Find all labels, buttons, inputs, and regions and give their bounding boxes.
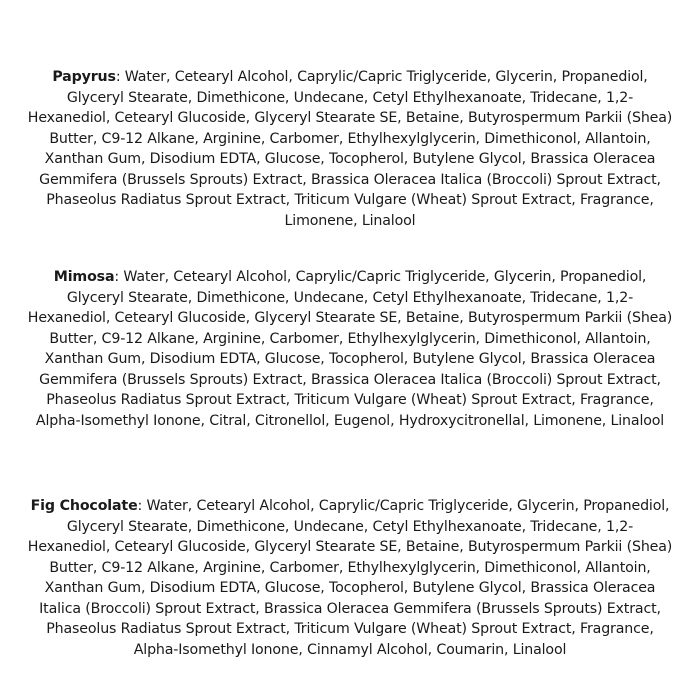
ingredients-line: Phaseolus Radiatus Sprout Extract, Triticum Vulgare (Wheat) Sprout Extract, Fragrance, [46, 192, 654, 208]
ingredients-line: Limonene, Linalool [284, 212, 416, 229]
ingredients-text: : Water, Cetearyl Alcohol, Caprylic/Capric Triglyceride, Glycerin, Propanediol, [115, 69, 648, 85]
ingredients-line: Phaseolus Radiatus Sprout Extract, Triticum Vulgare (Wheat) Sprout Extract, Fragrance, [46, 392, 654, 408]
ingredients-line: Glyceryl Stearate, Dimethicone, Undecane, Cetyl Ethylhexanoate, Tridecane, 1,2- [66, 518, 634, 535]
product-name: Mimosa [53, 269, 115, 285]
ingredients-line: Italica (Broccoli) Sprout Extract, Brassica Oleracea Gemmifera (Brussels Sprouts) Extract, [39, 600, 661, 617]
ingredients-line: Butter, C9-12 Alkane, Arginine, Carbomer, Ethylhexylglycerin, Dimethiconol, Allantoin, [49, 330, 651, 347]
ingredients-line: Gemmifera (Brussels Sprouts) Extract, Brassica Oleracea Italica (Broccoli) Sprout Extract, [39, 171, 661, 188]
ingredients-text: : Water, Cetearyl Alcohol, Caprylic/Capric Triglyceride, Glycerin, Propanediol, [137, 498, 670, 514]
product-name: Fig Chocolate [30, 498, 138, 514]
ingredients-section-fig-chocolate [22, 496, 678, 660]
ingredients-section-papyrus [22, 67, 678, 231]
ingredients-line: Hexanediol, Cetearyl Glucoside, Glyceryl Stearate SE, Betaine, Butyrospermum Parkii (Shea) [27, 539, 673, 555]
product-name: Papyrus [52, 69, 116, 85]
ingredients-line: Hexanediol, Cetearyl Glucoside, Glyceryl Stearate SE, Betaine, Butyrospermum Parkii (Shea) [27, 310, 673, 326]
ingredients-line: Gemmifera (Brussels Sprouts) Extract, Brassica Oleracea Italica (Broccoli) Sprout Extract, [39, 371, 661, 388]
ingredients-line [22, 267, 678, 288]
ingredients-text: : Water, Cetearyl Alcohol, Caprylic/Capric Triglyceride, Glycerin, Propanediol, [114, 269, 647, 285]
ingredients-line [22, 496, 678, 517]
ingredients-line: Xanthan Gum, Disodium EDTA, Glucose, Tocopherol, Butylene Glycol, Brassica Oleracea [44, 151, 656, 167]
ingredients-line: Xanthan Gum, Disodium EDTA, Glucose, Tocopherol, Butylene Glycol, Brassica Oleracea [44, 351, 656, 367]
ingredients-line: Phaseolus Radiatus Sprout Extract, Triticum Vulgare (Wheat) Sprout Extract, Fragrance, [46, 621, 654, 637]
ingredients-line: Alpha-Isomethyl Ionone, Cinnamyl Alcohol, Coumarin, Linalool [133, 641, 567, 658]
ingredients-line: Hexanediol, Cetearyl Glucoside, Glyceryl Stearate SE, Betaine, Butyrospermum Parkii (Shea) [27, 110, 673, 126]
ingredients-line [22, 67, 678, 88]
ingredients-line: Alpha-Isomethyl Ionone, Citral, Citronellol, Eugenol, Hydroxycitronellal, Limonene, Linalool [35, 412, 665, 429]
ingredients-line: Glyceryl Stearate, Dimethicone, Undecane, Cetyl Ethylhexanoate, Tridecane, 1,2- [66, 289, 634, 306]
ingredients-line: Xanthan Gum, Disodium EDTA, Glucose, Tocopherol, Butylene Glycol, Brassica Oleracea [44, 580, 656, 596]
ingredients-line: Butter, C9-12 Alkane, Arginine, Carbomer, Ethylhexylglycerin, Dimethiconol, Allantoin, [49, 130, 651, 147]
ingredients-section-mimosa [22, 267, 678, 431]
ingredients-line: Glyceryl Stearate, Dimethicone, Undecane, Cetyl Ethylhexanoate, Tridecane, 1,2- [66, 89, 634, 106]
ingredients-line: Butter, C9-12 Alkane, Arginine, Carbomer, Ethylhexylglycerin, Dimethiconol, Allantoin, [49, 559, 651, 576]
